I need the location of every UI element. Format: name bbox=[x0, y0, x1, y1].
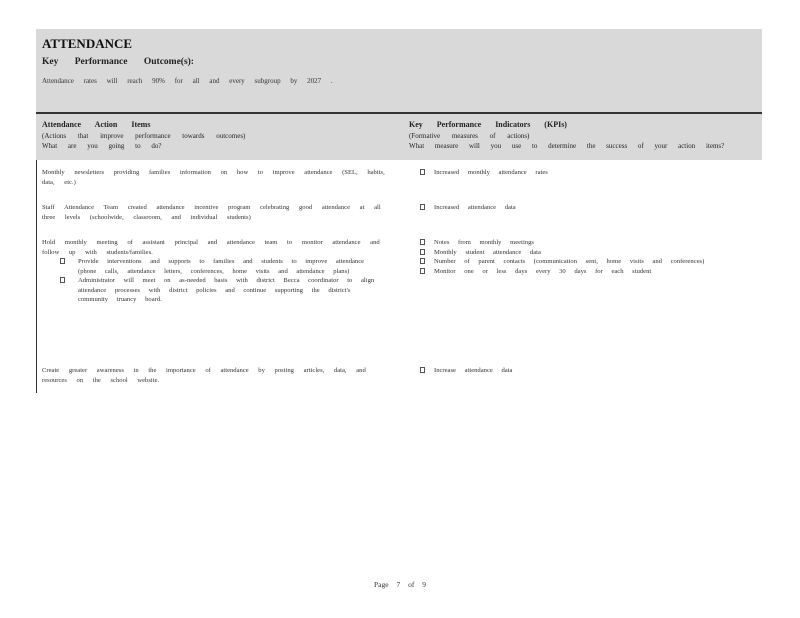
kpo-label: Key Performance Outcome(s): bbox=[42, 57, 194, 67]
action-item: Staff Attendance Team created attendance incentive program celebrating good attendance at all three levels (schoolwide, classroom, and individual students) bbox=[42, 204, 381, 221]
section-title: ATTENDANCE bbox=[42, 36, 133, 51]
kpi-item: Monitor one or less days every 30 days for each student bbox=[416, 267, 746, 277]
kpi-title: Key Performance Indicators (KPIs) bbox=[409, 120, 567, 129]
kpi-item: Increased attendance data bbox=[416, 203, 746, 213]
checkbox-icon bbox=[60, 258, 65, 264]
outcome-statement: Attendance rates will reach 90% for all and every subgroup by 2027 . bbox=[42, 77, 333, 85]
checkbox-icon bbox=[420, 268, 425, 274]
action-item: Create greater awareness in the importance of attendance by posting articles, data, and resources on the school website. bbox=[42, 367, 366, 384]
table-left-border bbox=[36, 160, 37, 393]
sub-action-item: Provide interventions and supports to families and students to improve attendance (phone calls, attendance letters, conferences, home visits and attendance plans) bbox=[42, 257, 387, 276]
checkbox-icon bbox=[420, 249, 425, 255]
checkbox-icon bbox=[420, 169, 425, 175]
checkbox-icon bbox=[420, 239, 425, 245]
checkbox-icon bbox=[420, 258, 425, 264]
outcome-header bbox=[36, 29, 762, 112]
kpi-item: Increase attendance data bbox=[416, 366, 746, 376]
kpi-question: What measure will you use to determine the success of your action items? bbox=[409, 142, 725, 150]
actions-column-header bbox=[36, 114, 403, 160]
action-item: Hold monthly meeting of assistant principal and attendance team to monitor attendance and follow up with students/families. Provide interventions and supports to families and students to improve attendance (phone calls, attendance letters, conferences, home visits and attendance plans) Administrator will meet on as-needed basis with district Becca coordinator to align attendance processes with district policies and continue supporting the district's community truancy board. bbox=[42, 238, 387, 305]
kpi-item: Increased monthly attendance rates bbox=[416, 168, 746, 178]
kpi-item: Monthly student attendance data bbox=[416, 248, 746, 258]
kpi-subtitle: (Formative measures of actions) bbox=[409, 132, 530, 140]
kpi-list bbox=[416, 238, 746, 276]
actions-question: What are you going to do? bbox=[42, 142, 162, 150]
actions-title: Attendance Action Items bbox=[42, 120, 151, 129]
kpi-item: Number of parent contacts (communication sent, home visits and conferences) bbox=[416, 257, 746, 267]
kpi-column-header bbox=[403, 114, 762, 160]
kpi-item: Notes from monthly meetings bbox=[416, 238, 746, 248]
checkbox-icon bbox=[420, 204, 425, 210]
action-item: Monthly newsletters providing families information on how to improve attendance (SEL, habits, data, etc.) bbox=[42, 169, 385, 186]
kpi-list bbox=[416, 168, 746, 178]
sub-action-item: Administrator will meet on as-needed basis with district Becca coordinator to align attendance processes with district policies and continue supporting the district's community truancy board. bbox=[42, 276, 387, 305]
checkbox-icon bbox=[420, 367, 425, 373]
kpi-list bbox=[416, 203, 746, 213]
kpi-list bbox=[416, 366, 746, 376]
page-number: Page 7 of 9 bbox=[374, 580, 426, 589]
checkbox-icon bbox=[60, 277, 65, 283]
actions-subtitle: (Actions that improve performance towards outcomes) bbox=[42, 132, 246, 140]
